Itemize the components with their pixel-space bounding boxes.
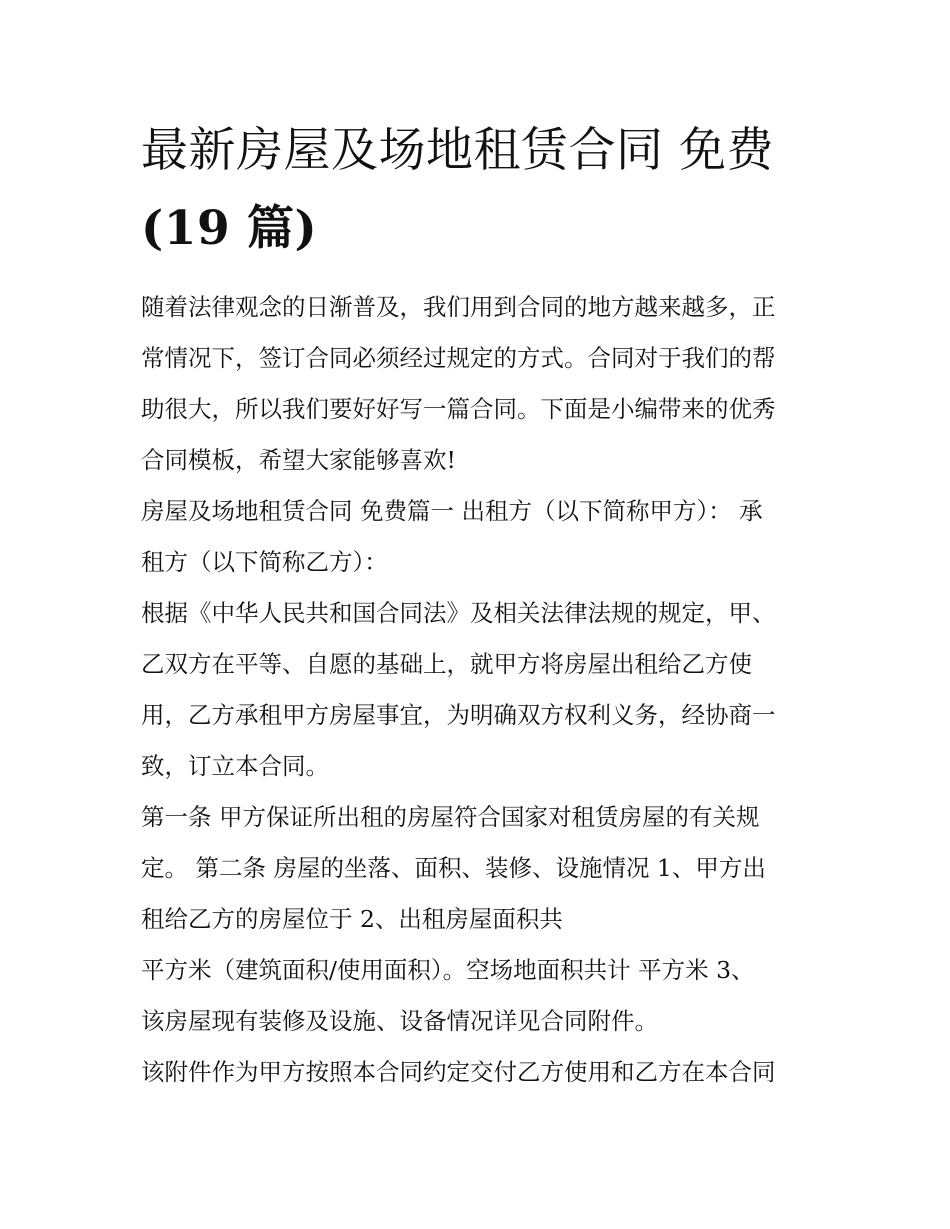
parties-paragraph: [141, 486, 813, 588]
text-line: 随着法律观念的日渐普及，我们用到合同的地方越来越多，正: [141, 293, 776, 321]
text-line: 第一条 甲方保证所出租的房屋符合国家对租赁房屋的有关规: [141, 803, 760, 831]
text-line: 房屋及场地租赁合同 免费篇一 出租方（以下简称甲方）： 承: [141, 497, 763, 525]
text-line: 用，乙方承租甲方房屋事宜，为明确双方权利义务，经协商一: [141, 701, 776, 729]
text-line: 租方（以下简称乙方）：: [141, 548, 388, 576]
text-line: 助很大，所以我们要好好写一篇合同。下面是小编带来的优秀: [141, 395, 776, 423]
text-line: 该房屋现有装修及设施、设备情况详见合同附件。: [141, 1007, 658, 1035]
title-line-2: (19 篇): [141, 201, 318, 256]
attachment-paragraph: [141, 1047, 813, 1098]
article-paragraph: [141, 792, 813, 945]
document-body: [141, 112, 813, 1098]
text-line: 致，订立本合同。: [141, 752, 329, 780]
text-line: 常情况下，签订合同必须经过规定的方式。合同对于我们的帮: [141, 344, 776, 372]
basis-paragraph: [141, 588, 813, 792]
title-line-1: 最新房屋及场地租赁合同 免费: [141, 123, 774, 178]
text-line: 定。 第二条 房屋的坐落、面积、装修、设施情况 1、甲方出: [141, 854, 766, 882]
text-line: 租给乙方的房屋位于 2、出租房屋面积共: [141, 905, 563, 933]
intro-paragraph: [141, 282, 813, 486]
document-title: [141, 112, 813, 268]
text-line: 平方米（建筑面积/使用面积）。空场地面积共计 平方米 3、: [141, 956, 755, 984]
text-line: 乙双方在平等、自愿的基础上，就甲方将房屋出租给乙方使: [141, 650, 752, 678]
text-line: 该附件作为甲方按照本合同约定交付乙方使用和乙方在本合同: [141, 1058, 776, 1086]
text-line: 根据《中华人民共和国合同法》及相关法律法规的规定，甲、: [141, 599, 776, 627]
text-line: 合同模板，希望大家能够喜欢!: [141, 446, 456, 474]
area-paragraph: [141, 945, 813, 1047]
